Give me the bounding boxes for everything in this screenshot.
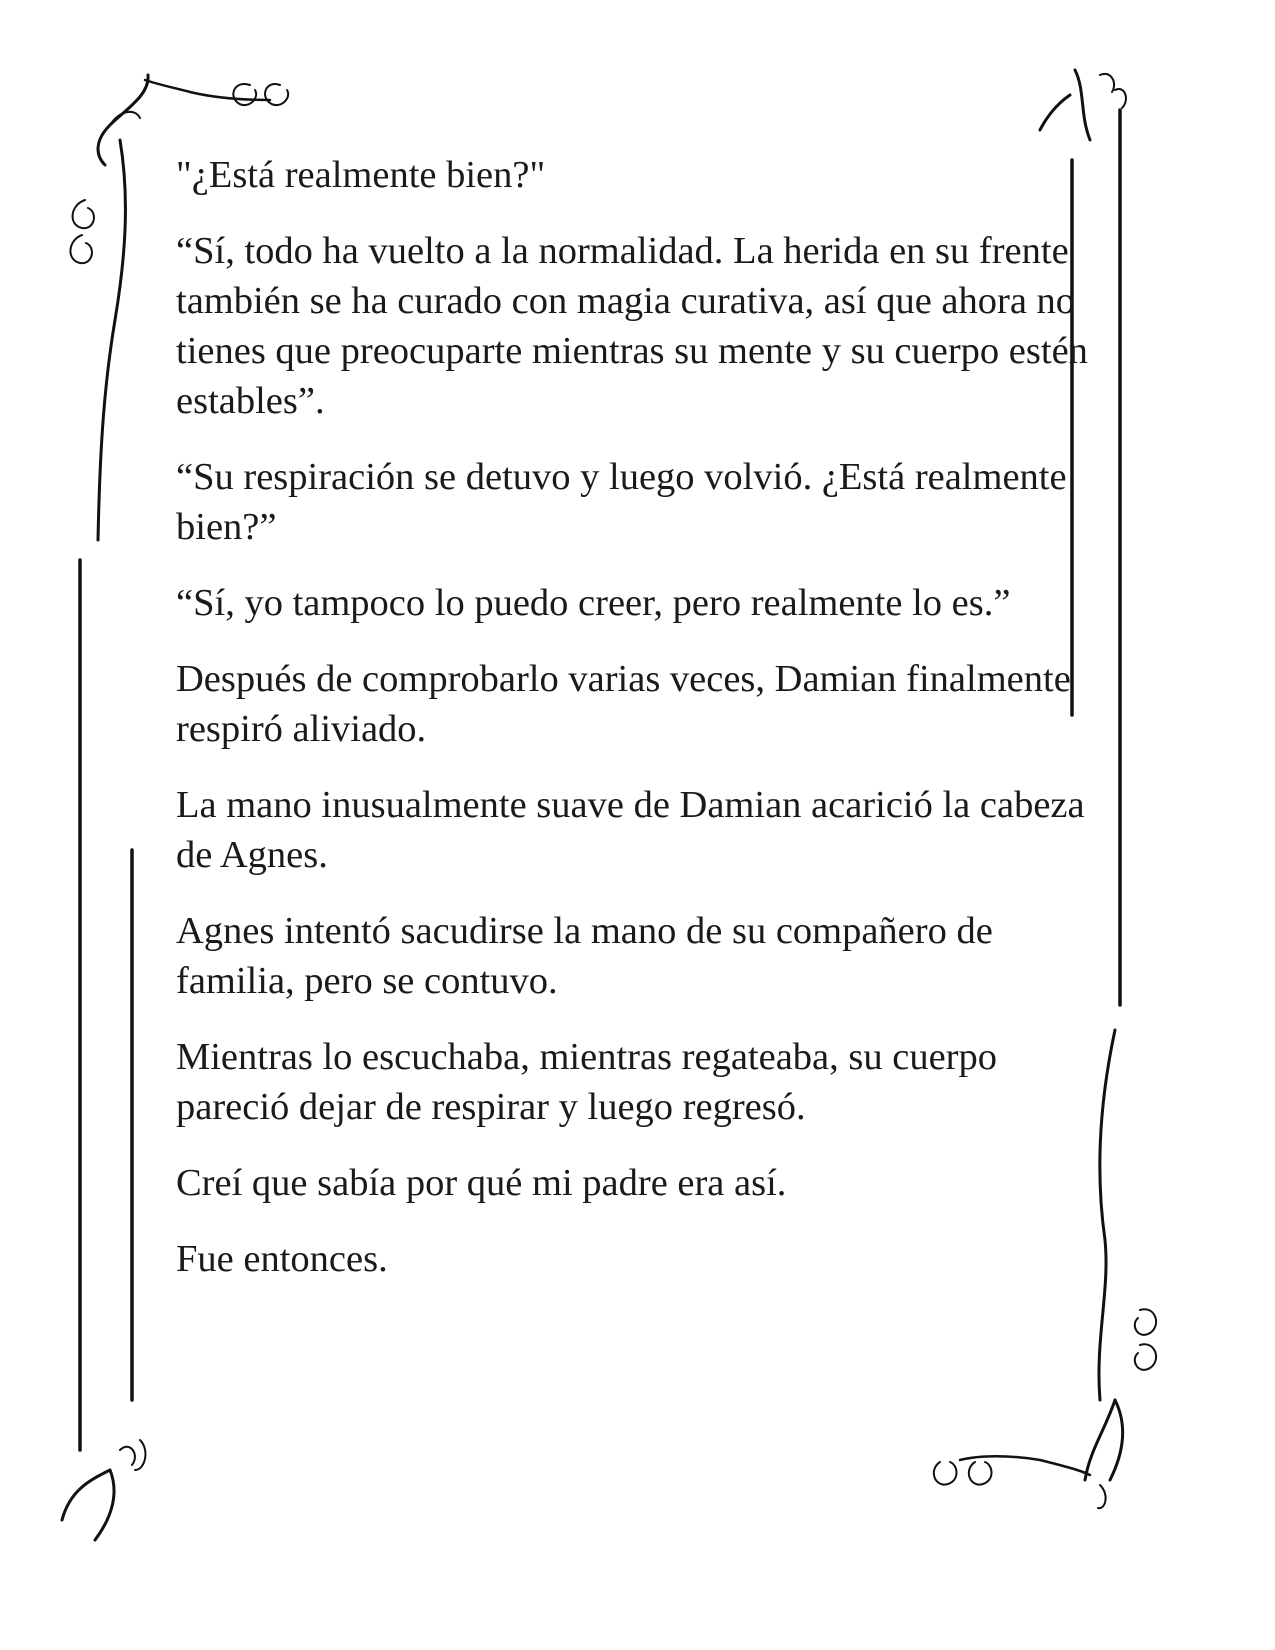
paragraph: “Sí, yo tampoco lo puedo creer, pero realmente lo es.” (176, 582, 1011, 624)
paragraph: Agnes intentó sacudirse la mano de su compañero de familia, pero se contuvo. (176, 910, 993, 1002)
bottom-left-flourish (62, 1440, 145, 1540)
paragraph: "¿Está realmente bien?" (176, 154, 546, 196)
paragraph: “Sí, todo ha vuelto a la normalidad. La herida en su frente también se ha curado con magia curativa, así que ahora no tienes que preocuparte mientras su mente y su cuerpo estén estables”. (176, 230, 1088, 422)
story-text (176, 150, 1096, 1310)
paragraph: “Su respiración se detuvo y luego volvió. ¿Está realmente bien?” (176, 456, 1067, 548)
paragraph: Mientras lo escuchaba, mientras regateaba, su cuerpo pareció dejar de respirar y luego regresó. (176, 1036, 997, 1128)
paragraph: La mano inusualmente suave de Damian acarició la cabeza de Agnes. (176, 784, 1085, 876)
paragraph: Después de comprobarlo varias veces, Damian finalmente respiró aliviado. (176, 658, 1071, 750)
paragraph: Creí que sabía por qué mi padre era así. (176, 1162, 787, 1204)
top-right-flourish (1040, 70, 1126, 140)
paragraph: Fue entonces. (176, 1238, 388, 1280)
